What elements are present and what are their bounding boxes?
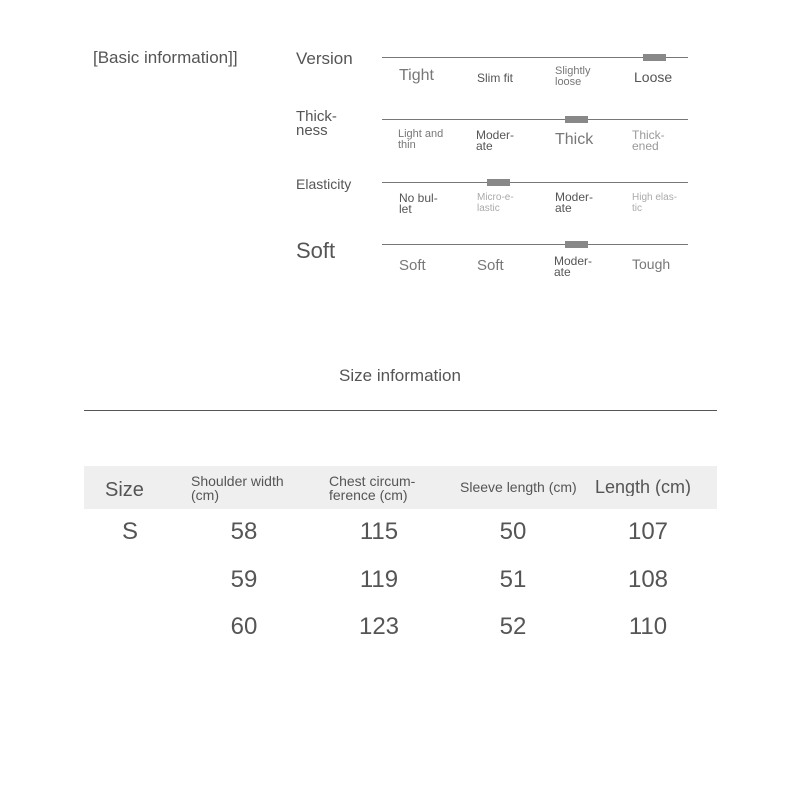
cell-shoulder: 60 bbox=[230, 613, 258, 640]
attribute-name: Soft bbox=[296, 238, 336, 263]
size-divider bbox=[84, 410, 717, 411]
header-shoulder-width: Shoulder width (cm) bbox=[191, 473, 284, 503]
attribute-marker bbox=[565, 241, 588, 248]
attribute-scale-line bbox=[382, 182, 688, 183]
attribute-option: Micro-e-lastic bbox=[477, 192, 514, 214]
attribute-softness bbox=[0, 235, 800, 295]
attribute-option: Thick bbox=[555, 131, 594, 148]
cell-shoulder: 59 bbox=[230, 566, 258, 593]
attribute-elasticity bbox=[0, 173, 800, 233]
size-table-header bbox=[84, 466, 717, 509]
attribute-option: Tight bbox=[399, 67, 434, 84]
header-sleeve-length: Sleeve length (cm) bbox=[460, 479, 577, 495]
attribute-option: Moder-ate bbox=[555, 190, 594, 215]
attribute-option: Tough bbox=[632, 256, 671, 272]
attribute-marker bbox=[487, 179, 510, 186]
cell-shoulder: 58 bbox=[230, 518, 258, 545]
size-info-title: Size information bbox=[339, 366, 461, 385]
attribute-version bbox=[0, 48, 800, 108]
cell-sleeve: 51 bbox=[499, 566, 527, 593]
cell-length: 108 bbox=[627, 566, 669, 593]
attribute-option: Thick-ened bbox=[632, 128, 665, 153]
attribute-thickness bbox=[0, 110, 800, 170]
attribute-option: No bul-let bbox=[399, 191, 438, 216]
cell-chest: 115 bbox=[359, 518, 399, 545]
attribute-name: Version bbox=[296, 49, 353, 68]
basic-info-label: [Basic information]] bbox=[93, 48, 238, 67]
cell-sleeve: 52 bbox=[499, 613, 527, 640]
attribute-option: High elas-tic bbox=[632, 192, 678, 214]
attribute-scale-line bbox=[382, 119, 688, 120]
attribute-marker bbox=[643, 54, 666, 61]
header-length: Length (cm) bbox=[595, 478, 692, 496]
cell-chest: 123 bbox=[358, 613, 400, 640]
cell-sleeve: 50 bbox=[499, 518, 527, 545]
attribute-option: Soft bbox=[399, 257, 426, 274]
attribute-option: Soft bbox=[477, 257, 504, 274]
attribute-marker bbox=[565, 116, 588, 123]
attribute-option: Moder-ate bbox=[554, 254, 593, 279]
cell-chest: 119 bbox=[359, 566, 399, 593]
header-chest: Chest circum-ference (cm) bbox=[329, 473, 416, 503]
header-size: Size bbox=[105, 479, 144, 501]
cell-size: S bbox=[121, 518, 138, 545]
attribute-option: Slightly loose bbox=[555, 65, 591, 88]
attribute-option: Loose bbox=[634, 69, 673, 85]
attribute-option: Light and thin bbox=[398, 128, 444, 151]
attribute-option: Slim fit bbox=[477, 71, 513, 85]
attribute-name: Elasticity bbox=[296, 176, 352, 192]
attribute-name: Thick-ness bbox=[296, 108, 337, 139]
cell-length: 107 bbox=[627, 518, 669, 545]
cell-length: 110 bbox=[628, 613, 668, 640]
attribute-option: Moder-ate bbox=[476, 128, 515, 153]
attribute-scale-line bbox=[382, 244, 688, 245]
